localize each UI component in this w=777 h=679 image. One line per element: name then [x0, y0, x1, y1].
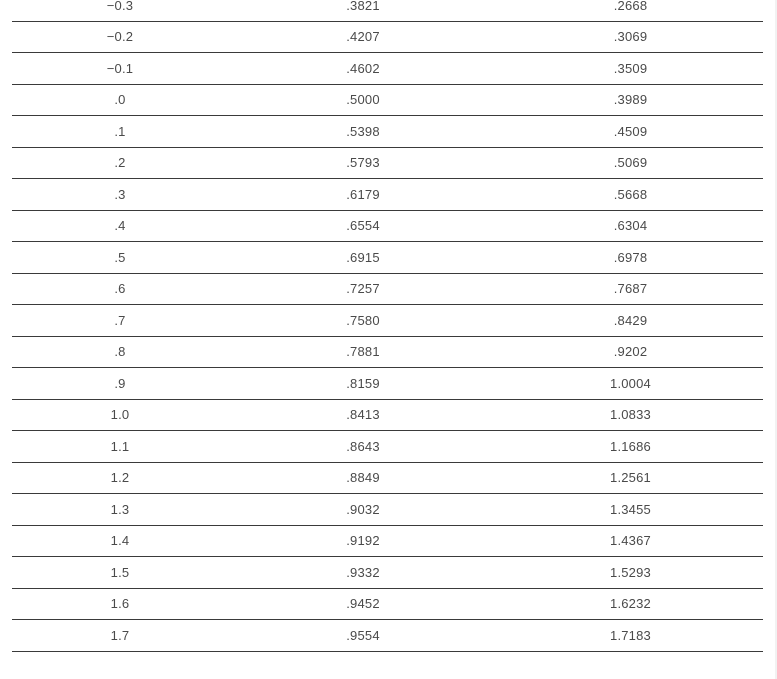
e-value: 1.0833 — [610, 407, 651, 423]
z-value: 1.4 — [110, 533, 130, 549]
z-value: .2 — [114, 155, 126, 171]
e-value: 1.4367 — [610, 533, 651, 549]
e-value: .8429 — [613, 312, 648, 328]
e-value: .6978 — [613, 249, 648, 265]
z-value: .0 — [114, 92, 126, 108]
table-row — [12, 0, 763, 22]
e-value: .9202 — [613, 344, 648, 360]
z-value: .8 — [114, 344, 126, 360]
z-value: −0.3 — [106, 0, 134, 13]
z-value: 1.5 — [110, 564, 130, 580]
table-row — [12, 85, 763, 117]
z-value: 1.3 — [110, 501, 130, 517]
table-row — [12, 242, 763, 274]
e-value: 1.6232 — [610, 596, 651, 612]
phi-value: .9554 — [346, 627, 380, 643]
phi-value: .4602 — [346, 60, 380, 76]
z-value: .3 — [114, 186, 126, 202]
phi-value: .7257 — [346, 281, 380, 297]
phi-value: .8643 — [346, 438, 380, 454]
e-value: 1.2561 — [610, 470, 651, 486]
e-value: .4509 — [613, 123, 648, 139]
e-value: .5668 — [613, 186, 648, 202]
table-row — [12, 463, 763, 495]
e-value: .3989 — [613, 92, 648, 108]
e-value: .7687 — [613, 281, 648, 297]
table-row — [12, 22, 763, 54]
phi-value: .7580 — [346, 312, 380, 328]
z-value: 1.7 — [110, 627, 130, 643]
e-value: .2668 — [613, 0, 648, 13]
table-row — [12, 368, 763, 400]
e-value: 1.0004 — [610, 375, 651, 391]
e-value: 1.3455 — [610, 501, 651, 517]
phi-value: .4207 — [346, 29, 380, 45]
z-value: −0.2 — [106, 29, 134, 45]
table-row — [12, 148, 763, 180]
phi-value: .5793 — [346, 155, 380, 171]
e-value: .3509 — [613, 60, 648, 76]
phi-value: .6179 — [346, 186, 380, 202]
table-row — [12, 400, 763, 432]
e-value: .6304 — [613, 218, 648, 234]
table-row — [12, 431, 763, 463]
z-value: .5 — [114, 249, 126, 265]
phi-value: .5000 — [346, 92, 380, 108]
phi-value: .3821 — [346, 0, 380, 13]
phi-value: .6915 — [346, 249, 380, 265]
phi-value: .9192 — [346, 533, 380, 549]
phi-value: .9032 — [346, 501, 380, 517]
value-table — [12, 0, 763, 652]
table-row — [12, 620, 763, 652]
phi-value: .9332 — [346, 564, 380, 580]
phi-value: .6554 — [346, 218, 380, 234]
phi-value: .8413 — [346, 407, 380, 423]
z-value: .7 — [114, 312, 126, 328]
table-row — [12, 557, 763, 589]
phi-value: .7881 — [346, 344, 380, 360]
e-value: .5069 — [613, 155, 648, 171]
table-row — [12, 179, 763, 211]
z-value: 1.6 — [110, 596, 130, 612]
table-row — [12, 53, 763, 85]
phi-value: .8849 — [346, 470, 380, 486]
table-row — [12, 337, 763, 369]
phi-value: .5398 — [346, 123, 380, 139]
table-row — [12, 494, 763, 526]
z-value: .6 — [114, 281, 126, 297]
z-value: .9 — [114, 375, 126, 391]
z-value: 1.1 — [110, 438, 130, 454]
e-value: .3069 — [613, 29, 648, 45]
table-row — [12, 274, 763, 306]
table-row — [12, 526, 763, 558]
z-value: −0.1 — [106, 60, 134, 76]
z-value: 1.0 — [110, 407, 130, 423]
e-value: 1.5293 — [610, 564, 651, 580]
phi-value: .9452 — [346, 596, 380, 612]
z-value: .4 — [114, 218, 126, 234]
z-value: 1.2 — [110, 470, 130, 486]
phi-value: .8159 — [346, 375, 380, 391]
e-value: 1.7183 — [610, 627, 651, 643]
table-row — [12, 116, 763, 148]
table-row — [12, 211, 763, 243]
table-row — [12, 589, 763, 621]
e-value: 1.1686 — [610, 438, 651, 454]
table-row — [12, 305, 763, 337]
z-value: .1 — [114, 123, 126, 139]
